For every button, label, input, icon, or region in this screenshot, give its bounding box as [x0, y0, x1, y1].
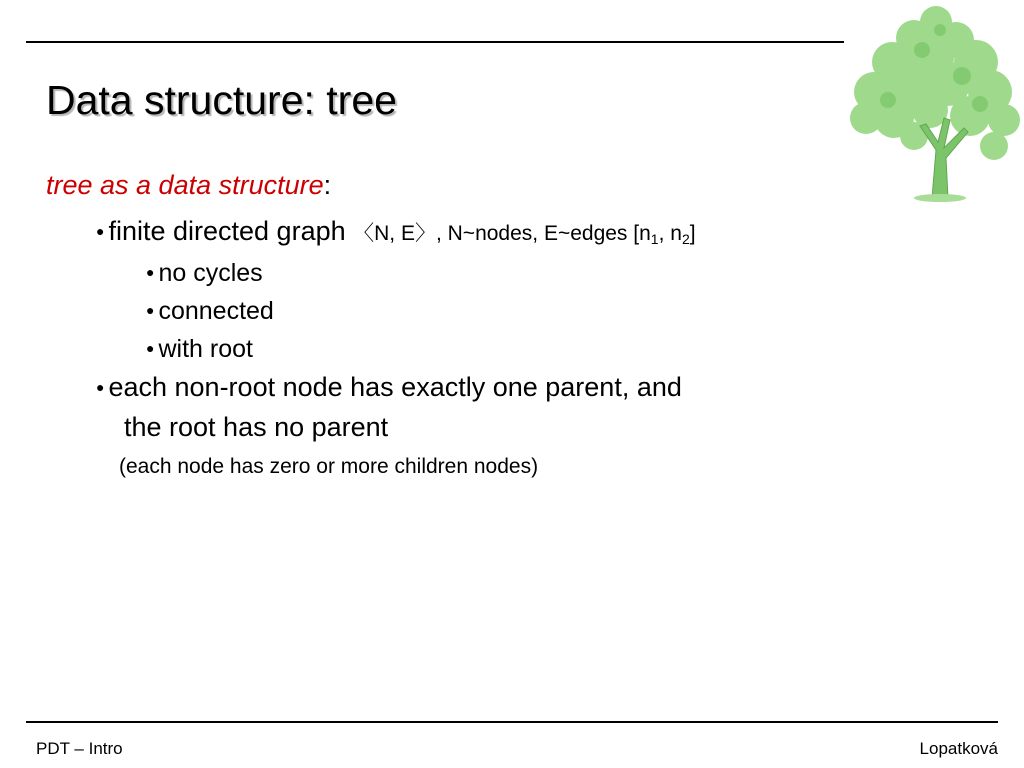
- bullet-icon: ●: [146, 340, 155, 356]
- sub-list-item: [146, 255, 263, 290]
- list-item: [96, 370, 682, 404]
- sub-list-item-text: connected: [158, 297, 274, 325]
- sub-list-item-text: with root: [158, 335, 253, 363]
- slide-title: Data structure: tree: [46, 77, 397, 123]
- footer-course: PDT – Intro: [36, 739, 123, 758]
- sub-list-item-text: no cycles: [158, 259, 263, 287]
- graph-definition: [353, 222, 695, 245]
- subscript: 2: [681, 231, 690, 247]
- section-heading-emphasis: tree as a data structure: [46, 170, 324, 200]
- graph-definition-text: , n: [658, 222, 682, 245]
- sub-list-item: [146, 331, 253, 366]
- bullet-icon: ●: [146, 264, 155, 280]
- footer-author: Lopatková: [919, 739, 998, 758]
- list-item: [96, 214, 696, 251]
- bottom-rule: [26, 721, 998, 723]
- list-item-continuation: the root has no parent: [124, 412, 389, 442]
- top-rule: [26, 41, 844, 43]
- section-heading: [46, 168, 331, 202]
- graph-definition-text: 〈N, E〉, N~nodes, E~edges [n: [353, 222, 651, 245]
- sub-list-item: [146, 293, 274, 328]
- tree-illustration: [844, 0, 1024, 202]
- graph-definition-text: ]: [689, 222, 696, 245]
- subscript: 1: [650, 231, 659, 247]
- bullet-icon: ●: [96, 379, 105, 395]
- list-item-text: each non-root node has exactly one parent, and: [108, 372, 682, 402]
- bullet-icon: ●: [96, 223, 105, 239]
- list-item-text: finite directed graph: [108, 216, 354, 246]
- bullet-icon: ●: [146, 302, 155, 318]
- section-heading-colon: :: [323, 170, 332, 200]
- list-item-note: (each node has zero or more children nodes): [119, 455, 539, 478]
